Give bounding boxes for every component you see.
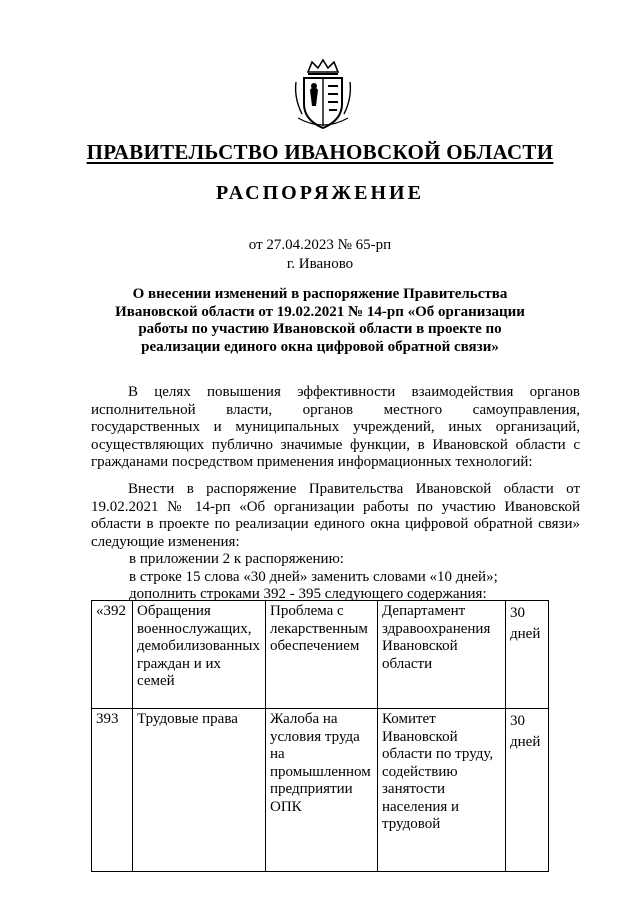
row-topic: Обращения военнослужащих, демобилизованных граждан и их семей <box>133 601 266 709</box>
row-days <box>506 709 549 872</box>
amendment-table <box>91 600 549 872</box>
row-problem: Проблема с лекарственным обеспечением <box>266 601 378 709</box>
row-days <box>506 601 549 709</box>
row-number: 393 <box>92 709 133 872</box>
row-topic: Трудовые права <box>133 709 266 872</box>
amendment-line-add-rows: дополнить строками 392 - 395 следующего содержания: <box>129 586 487 602</box>
row-department: Департамент здравоохранения Ивановской области <box>378 601 506 709</box>
government-name: ПРАВИТЕЛЬСТВО ИВАНОВСКОЙ ОБЛАСТИ <box>86 140 554 164</box>
document-title: О внесении изменений в распоряжение Правительства Ивановской области от 19.02.2021 № 14-рп «Об организации работы по участию Ивановской области в проекте по реализации единого окна цифровой обратной связи» <box>115 286 525 355</box>
paragraph-amendment: Внести в распоряжение Правительства Ивановской области от 19.02.2021 № 14-рп «Об организации работы по участию Ивановской области в проекте по реализации единого окна цифровой обратной связи» следующие изменения: <box>91 481 580 550</box>
amendment-line-row15: в строке 15 слова «30 дней» заменить словами «10 дней»; <box>129 569 498 585</box>
table-row <box>92 601 549 709</box>
row-department: Комитет Ивановской области по труду, содействию занятости населения и трудовой <box>378 709 506 872</box>
row-days-unit: дней <box>510 734 541 750</box>
row-number: «392 <box>92 601 133 709</box>
table-row <box>92 709 549 872</box>
document-city: г. Иваново <box>286 256 354 272</box>
paragraph-preamble: В целях повышения эффективности взаимодействия органов исполнительной власти, органов местного самоуправления, государственных и муниципальных учреждений, иных организаций, осуществляющих публично значимые функции, в Ивановской области с гражданами посредством применения информационных технологий: <box>91 384 580 471</box>
row-days-value: 30 <box>510 605 525 621</box>
coat-of-arms-icon <box>292 58 354 132</box>
row-days-unit: дней <box>510 626 541 642</box>
amendment-line-appendix: в приложении 2 к распоряжению: <box>129 551 344 567</box>
document-type: РАСПОРЯЖЕНИЕ <box>216 182 424 204</box>
row-days-value: 30 <box>510 713 525 729</box>
document-date-number: от 27.04.2023 № 65-рп <box>248 237 392 253</box>
row-problem: Жалоба на условия труда на промышленном предприятии ОПК <box>266 709 378 872</box>
